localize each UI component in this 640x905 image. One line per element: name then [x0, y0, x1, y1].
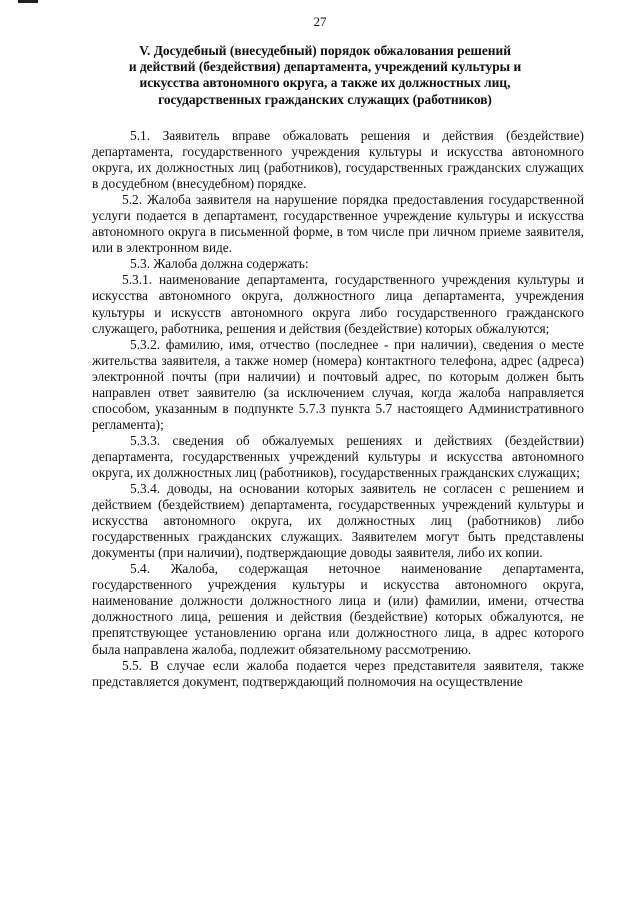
paragraph-5-1: 5.1. Заявитель вправе обжаловать решения и действия (бездействие) департамента, государственного учреждения культуры и искусства автономного округа, их должностных лиц (работников), государственных гражданских служащих в досудебном (внесудебном) порядке. [92, 128, 584, 192]
paragraph-5-3-2: 5.3.2. фамилию, имя, отчество (последнее - при наличии), сведения о месте жительства заявителя, а также номер (номера) контактного телефона, адрес (адреса) электронной почты (при наличии) и почтовый адрес, по которым должен быть направлен ответ заявителю (за исключением случая, когда жалоба направляется способом, указанным в подпункте 5.7.3 пункта 5.7 настоящего Административного регламента); [92, 336, 584, 432]
section-heading-line: государственных гражданских служащих (работников) [158, 91, 492, 107]
paragraph-5-3-3: 5.3.3. сведения об обжалуемых решениях и действиях (бездействии) департамента, государственных учреждений культуры и искусства автономного округа, их должностных лиц (работников), государственных гражданских служащих; [92, 432, 584, 480]
document-body [92, 128, 584, 690]
paragraph-5-4: 5.4. Жалоба, содержащая неточное наименование департамента, государственного учреждения культуры и искусства автономного округа, наименование должности должностного лица и (или) фамилии, имени, отчества должностного лица, решения и действия (бездействие) которых обжалуются, не препятствующее установлению органа или должностного лица, в адрес которого была направлена жалоба, подлежит обязательному рассмотрению. [92, 561, 584, 657]
paragraph-5-2: 5.2. Жалоба заявителя на нарушение порядка предоставления государственной услуги подается в департамент, государственное учреждение культуры и искусства автономного округа в письменной форме, в том числе при личном приеме заявителя, или в электронном виде. [92, 192, 584, 256]
paragraph-5-3-1: 5.3.1. наименование департамента, государственного учреждения культуры и искусства автономного округа, должностного лица департамента, учреждения культуры и искусств автономного округа либо государственного гражданского служащего, работника, решения и действия (бездействие) которых обжалуются; [92, 272, 584, 336]
paragraph-5-3-4: 5.3.4. доводы, на основании которых заявитель не согласен с решением и действием (бездействием) департамента, государственных учреждений культуры и искусства автономного округа, их должностных лиц (работников) либо государственных гражданских служащих. Заявителем могут быть представлены документы (при наличии), подтверждающие доводы заявителя, либо их копии. [92, 481, 584, 561]
paragraph-5-3: 5.3. Жалоба должна содержать: [130, 256, 309, 272]
page-number: 27 [313, 14, 327, 29]
scan-corner-mark [18, 0, 38, 3]
paragraph-5-5: 5.5. В случае если жалоба подается через представителя заявителя, также представляется документ, подтверждающий полномочия на осуществление [92, 657, 584, 689]
section-heading [90, 43, 560, 108]
section-heading-line: искусства автономного округа, а также их должностных лиц, [139, 75, 511, 91]
section-heading-line: V. Досудебный (внесудебный) порядок обжалования решений [139, 43, 511, 58]
section-heading-line: и действий (бездействия) департамента, учреждений культуры и [128, 59, 522, 75]
